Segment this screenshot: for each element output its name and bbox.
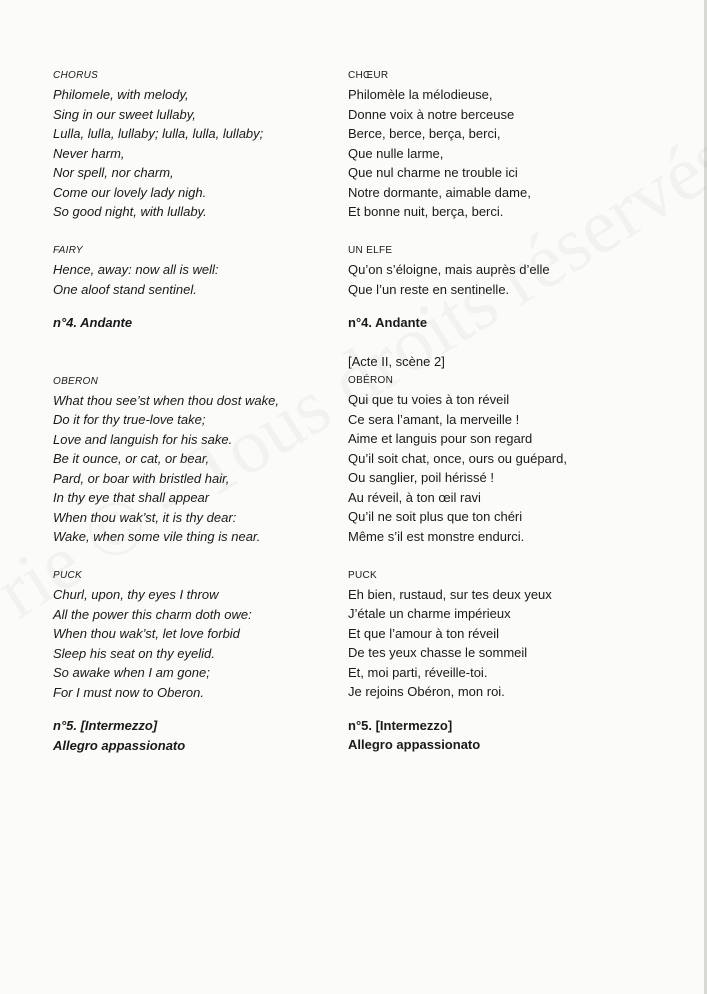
verse-line: Wake, when some vile thing is near. bbox=[53, 529, 261, 544]
verse-line: All the power this charm doth owe: bbox=[53, 606, 252, 622]
verse-line: Je rejoins Obéron, mon roi. bbox=[348, 684, 505, 699]
verse-line: Qui que tu voies à ton réveil bbox=[348, 392, 510, 407]
verse-line: Et que l’amour à ton réveil bbox=[348, 625, 500, 641]
verse-line: For I must now to Oberon. bbox=[53, 684, 205, 700]
verse-line: Hence, away: now all is well: bbox=[53, 262, 219, 277]
verse-line: Ou sanglier, poil hérissé ! bbox=[348, 470, 494, 485]
verse-line: Qu’on s’éloigne, mais auprès d’elle bbox=[348, 262, 550, 277]
verse-line: So good night, with lullaby. bbox=[53, 204, 207, 219]
heading-allegro-en: Allegro appassionato bbox=[53, 737, 186, 753]
verse-line: Love and languish for his sake. bbox=[53, 431, 233, 447]
heading-allegro-fr: Allegro appassionato bbox=[348, 737, 481, 752]
verse-line: Notre dormante, aimable dame, bbox=[348, 184, 531, 200]
heading-no5-en: n°5. [Intermezzo] bbox=[53, 718, 158, 733]
verse-line: Qu’il ne soit plus que ton chéri bbox=[348, 509, 523, 524]
verse-line: One aloof stand sentinel. bbox=[53, 281, 197, 297]
oberon-lines-fr bbox=[348, 390, 678, 546]
speaker-oberon-fr: OBÉRON bbox=[348, 375, 394, 386]
heading-no4-en: n°4. Andante bbox=[53, 315, 133, 330]
verse-line: Come our lovely lady nigh. bbox=[53, 184, 207, 200]
verse-line: Que nulle larme, bbox=[348, 145, 444, 161]
verse-line: Philomele, with melody, bbox=[53, 87, 189, 102]
verse-line: Qu’il soit chat, once, ours ou guépard, bbox=[348, 450, 567, 466]
verse-line: Et bonne nuit, berça, berci. bbox=[348, 204, 504, 219]
verse-line: Que nul charme ne trouble ici bbox=[348, 165, 518, 180]
puck-lines-en bbox=[53, 585, 333, 702]
speaker-fairy-fr: UN ELFE bbox=[348, 245, 393, 256]
verse-line: Sing in our sweet lullaby, bbox=[53, 106, 196, 122]
speaker-puck-fr: PUCK bbox=[348, 569, 377, 581]
fairy-lines-en bbox=[53, 260, 333, 299]
speaker-chorus-fr: CHŒUR bbox=[348, 70, 389, 81]
puck-lines-fr bbox=[348, 585, 678, 702]
heading-no4-fr: n°4. Andante bbox=[348, 315, 428, 330]
speaker-chorus-en: CHORUS bbox=[53, 70, 99, 81]
verse-line: Aime et languis pour son regard bbox=[348, 431, 533, 446]
verse-line: So awake when I am gone; bbox=[53, 665, 210, 680]
verse-line: What thou see’st when thou dost wake, bbox=[53, 392, 279, 408]
verse-line: Donne voix à notre berceuse bbox=[348, 106, 515, 122]
verse-line: J’étale un charme impérieux bbox=[348, 606, 511, 621]
verse-line: Philomèle la mélodieuse, bbox=[348, 87, 493, 102]
verse-line: Do it for thy true-love take; bbox=[53, 412, 206, 427]
verse-line: Même s’il est monstre endurci. bbox=[348, 528, 525, 544]
verse-line: Lulla, lulla, lullaby; lulla, lulla, lullaby; bbox=[53, 126, 264, 141]
heading-no5-fr: n°5. [Intermezzo] bbox=[348, 717, 453, 733]
verse-line: When thou wak’st, it is thy dear: bbox=[53, 509, 237, 525]
verse-line: Never harm, bbox=[53, 145, 125, 161]
verse-line: In thy eye that shall appear bbox=[53, 490, 210, 505]
speaker-fairy-en: FAIRY bbox=[53, 245, 83, 256]
verse-line: Nor spell, nor charm, bbox=[53, 165, 174, 180]
oberon-lines-en bbox=[53, 391, 333, 547]
speaker-oberon-en: OBERON bbox=[53, 375, 99, 387]
verse-line: Que l’un reste en sentinelle. bbox=[348, 281, 510, 297]
verse-line: Be it ounce, or cat, or bear, bbox=[53, 451, 210, 466]
fairy-lines-fr bbox=[348, 260, 678, 299]
french-column bbox=[348, 66, 678, 755]
verse-line: De tes yeux chasse le sommeil bbox=[348, 645, 528, 660]
verse-line: Sleep his seat on thy eyelid. bbox=[53, 645, 215, 661]
verse-line: Ce sera l’amant, la merveille ! bbox=[348, 411, 520, 427]
verse-line: Et, moi parti, réveille-toi. bbox=[348, 664, 488, 680]
verse-line: Eh bien, rustaud, sur tes deux yeux bbox=[348, 586, 552, 602]
verse-line: Berce, berce, berça, berci, bbox=[348, 126, 501, 141]
chorus-lines-fr bbox=[348, 85, 678, 222]
verse-line: When thou wak’st, let love forbid bbox=[53, 626, 240, 641]
english-column bbox=[53, 66, 333, 755]
speaker-puck-en: PUCK bbox=[53, 570, 82, 581]
verse-line: Pard, or boar with bristled hair, bbox=[53, 470, 230, 486]
scene-reference: [Acte II, scène 2] bbox=[348, 353, 445, 369]
chorus-lines-en bbox=[53, 85, 333, 222]
verse-line: Churl, upon, thy eyes I throw bbox=[53, 587, 219, 602]
verse-line: Au réveil, à ton œil ravi bbox=[348, 489, 481, 505]
